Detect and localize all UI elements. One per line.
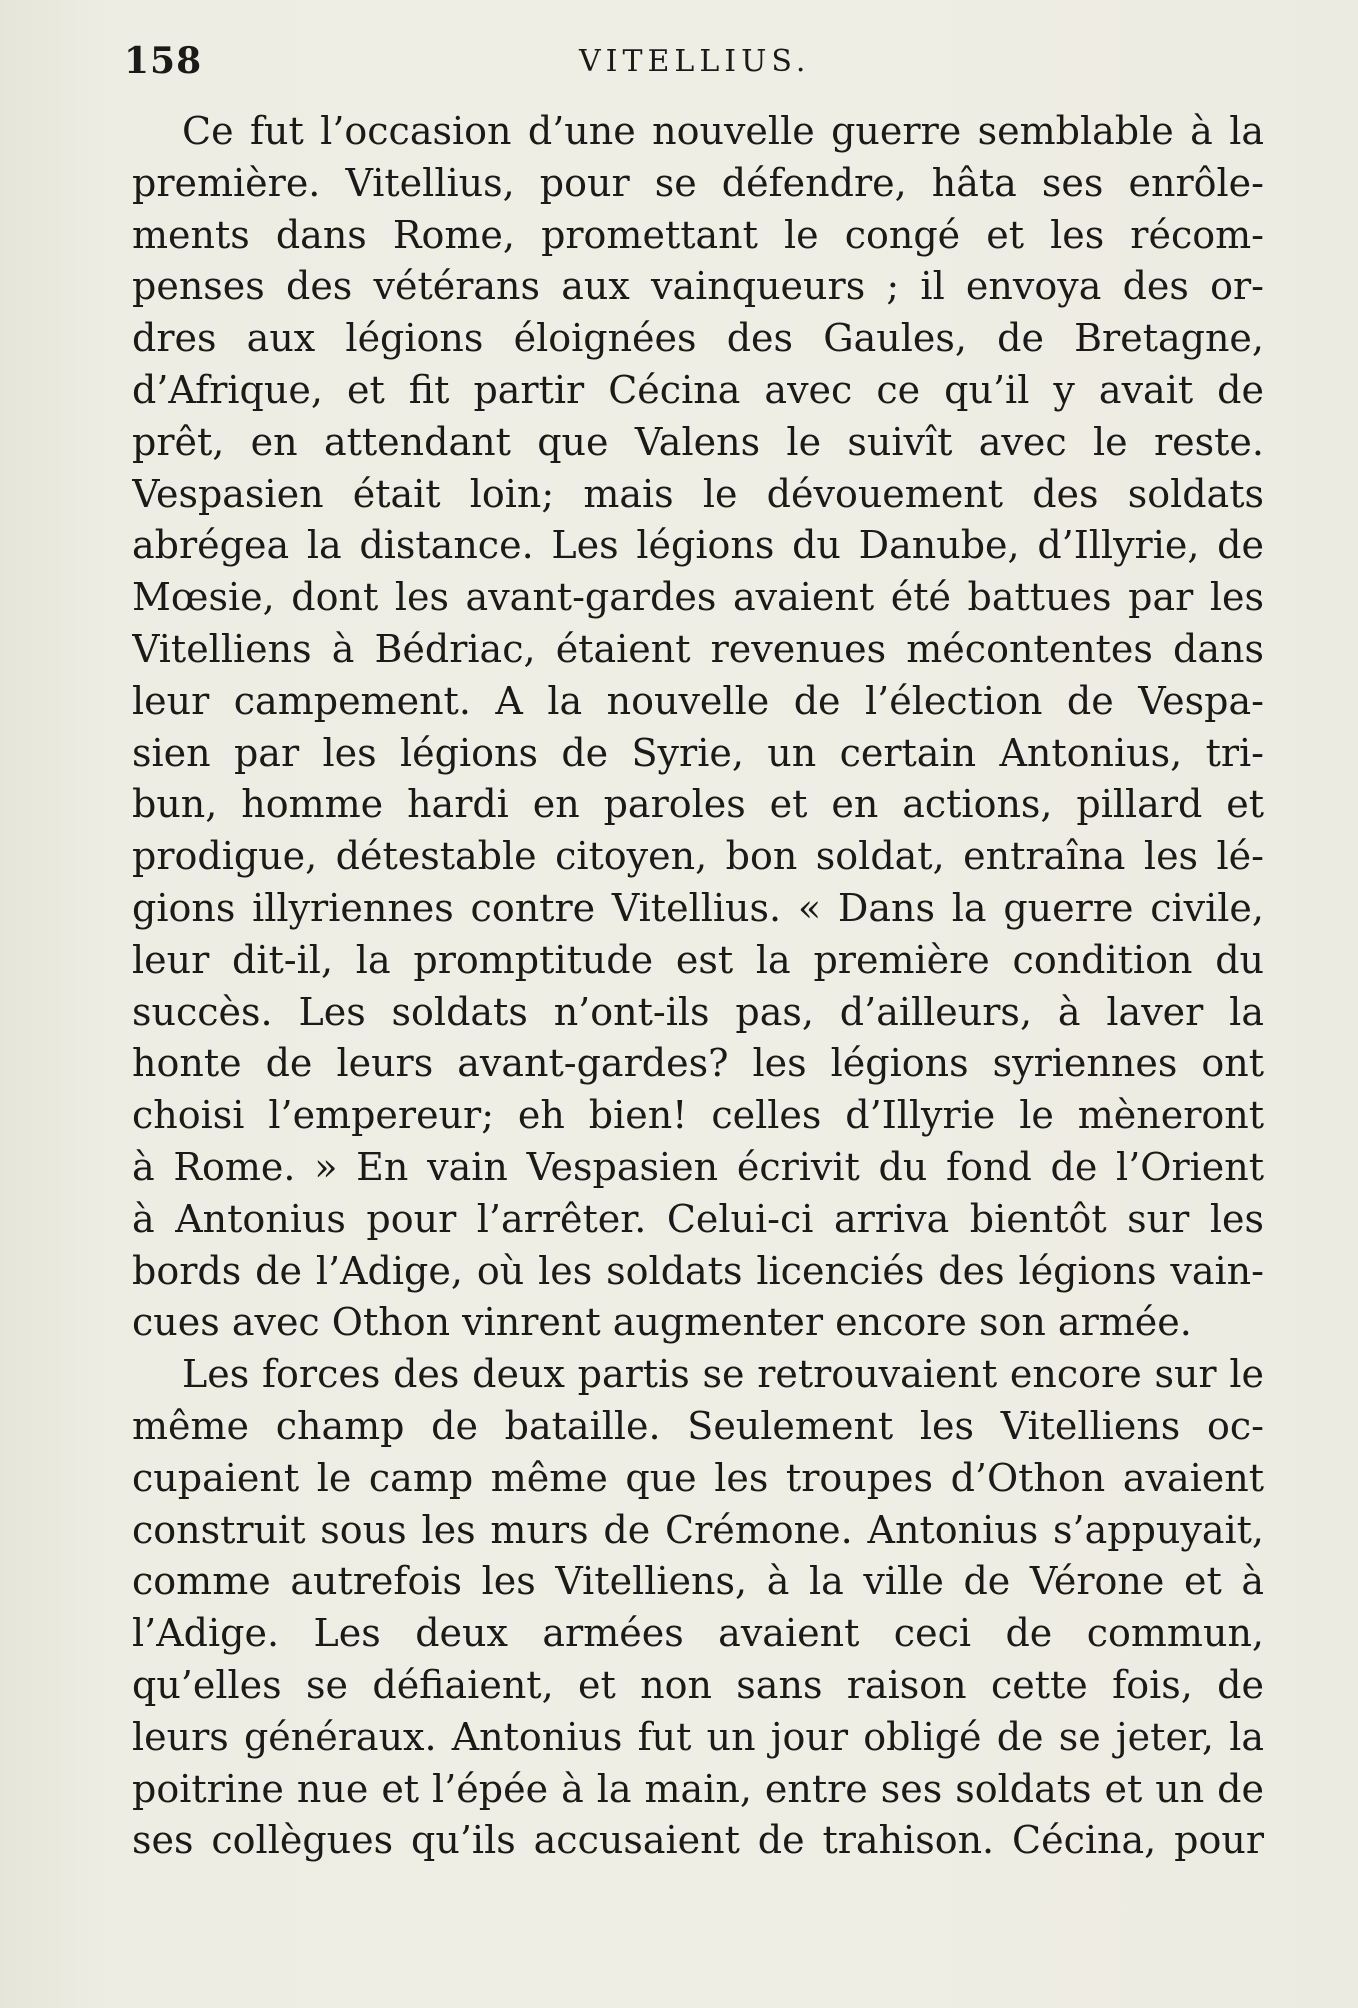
text-line: ments dans Rome, promettant le congé et les récom-	[132, 212, 1264, 257]
text-line: penses des vétérans aux vainqueurs ; il envoya des or-	[132, 264, 1264, 309]
text-line: succès. Les soldats n’ont-ils pas, d’ailleurs, à laver la	[132, 989, 1264, 1034]
text-line: leurs généraux. Antonius fut un jour obligé de se jeter, la	[132, 1714, 1264, 1759]
text-line: dres aux légions éloignées des Gaules, de Bretagne,	[132, 316, 1264, 361]
text-line: Mœsie, dont les avant-gardes avaient été battues par les	[132, 575, 1264, 620]
text-line: bun, homme hardi en paroles et en actions, pillard et	[132, 782, 1264, 827]
text-line: à Antonius pour l’arrêter. Celui-ci arriva bientôt sur les	[132, 1196, 1264, 1241]
text-line: prodigue, détestable citoyen, bon soldat, entraîna les lé-	[132, 834, 1264, 879]
text-line: ses collègues qu’ils accusaient de trahison. Cécina, pour	[132, 1818, 1264, 1863]
text-line: d’Afrique, et fit partir Cécina avec ce qu’il y avait de	[132, 367, 1264, 412]
text-line: construit sous les murs de Crémone. Antonius s’appuyait,	[132, 1507, 1264, 1552]
text-line: Vespasien était loin; mais le dévouement des soldats	[132, 471, 1264, 516]
text-line: sien par les légions de Syrie, un certain Antonius, tri-	[132, 730, 1264, 775]
text-line: leur dit-il, la promptitude est la première condition du	[132, 937, 1264, 982]
text-line: abrégea la distance. Les légions du Danube, d’Illyrie, de	[132, 523, 1264, 568]
text-line: Vitelliens à Bédriac, étaient revenues mécontentes dans	[132, 626, 1264, 671]
text-line: leur campement. A la nouvelle de l’élection de Vespa-	[132, 678, 1264, 723]
text-line: à Rome. » En vain Vespasien écrivit du fond de l’Orient	[132, 1144, 1264, 1189]
text-line: prêt, en attendant que Valens le suivît avec le reste.	[132, 419, 1264, 464]
page-header	[124, 40, 1284, 90]
text-line: comme autrefois les Vitelliens, à la ville de Vérone et à	[132, 1559, 1264, 1604]
page-number: 158	[124, 40, 203, 82]
running-title: VITELLIUS.	[579, 44, 811, 79]
text-line: honte de leurs avant-gardes? les légions syriennes ont	[132, 1041, 1264, 1086]
text-line: qu’elles se défiaient, et non sans raison cette fois, de	[132, 1662, 1264, 1707]
body-text	[132, 106, 1264, 1867]
text-line: l’Adige. Les deux armées avaient ceci de commun,	[132, 1611, 1264, 1656]
text-line: Les forces des deux partis se retrouvaient encore sur le	[182, 1352, 1264, 1397]
text-line: première. Vitellius, pour se défendre, hâta ses enrôle-	[132, 160, 1264, 205]
text-line: cues avec Othon vinrent augmenter encore son armée.	[132, 1300, 1192, 1345]
text-line: même champ de bataille. Seulement les Vitelliens oc-	[132, 1403, 1264, 1448]
text-line: gions illyriennes contre Vitellius. « Dans la guerre civile,	[132, 885, 1264, 930]
text-line: cupaient le camp même que les troupes d’Othon avaient	[132, 1455, 1264, 1500]
text-line: choisi l’empereur; eh bien! celles d’Illyrie le mèneront	[132, 1093, 1264, 1138]
text-line: Ce fut l’occasion d’une nouvelle guerre semblable à la	[182, 109, 1264, 153]
text-line: bords de l’Adige, où les soldats licenciés des légions vain-	[132, 1248, 1264, 1293]
text-line: poitrine nue et l’épée à la main, entre ses soldats et un de	[132, 1766, 1264, 1811]
